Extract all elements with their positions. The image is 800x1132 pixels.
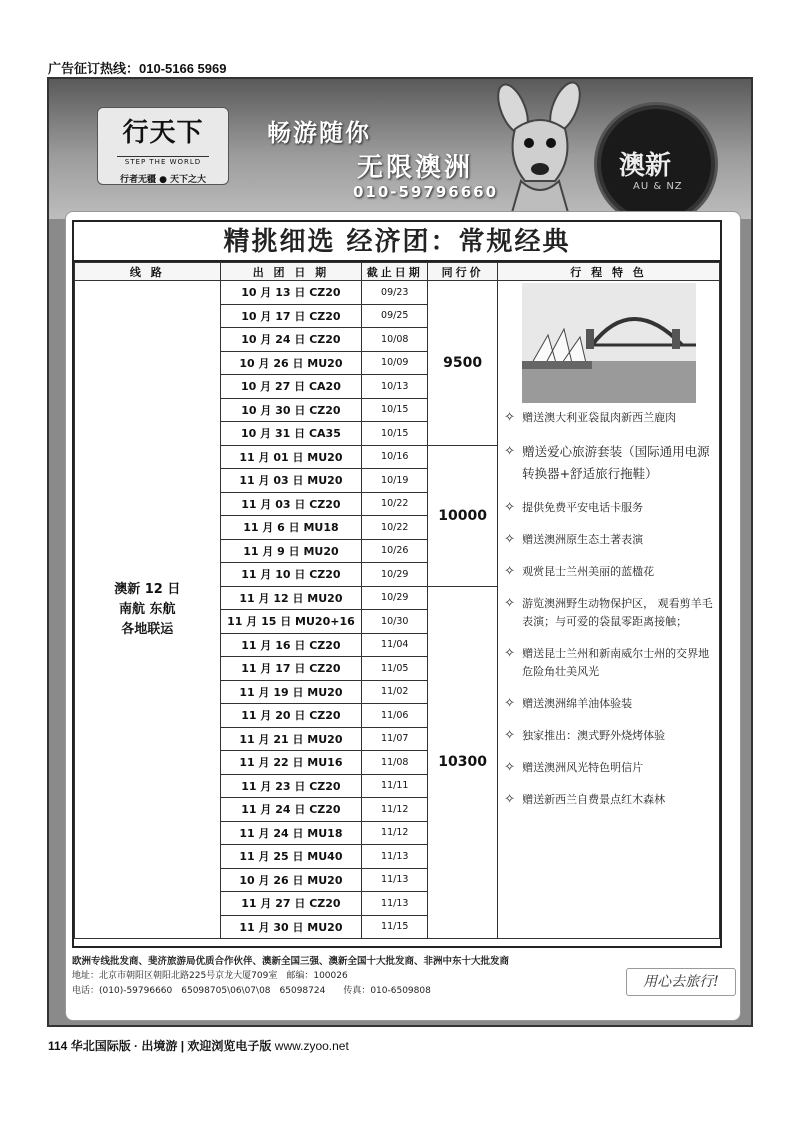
sparkle-icon: ✧ <box>504 564 515 579</box>
sparkle-icon: ✧ <box>504 410 515 425</box>
route-line: 澳新 12 日 <box>114 581 181 597</box>
departure-date: 11 月 25 日 MU40 <box>220 845 362 869</box>
logo-main-text: 行天下 <box>122 118 204 148</box>
header-route: 线 路 <box>75 263 221 281</box>
departure-date: 11 月 21 日 MU20 <box>220 727 362 751</box>
deadline-date: 10/22 <box>362 492 428 516</box>
header-deadline: 截止日期 <box>362 263 428 281</box>
deadline-date: 11/08 <box>362 751 428 775</box>
departure-date: 11 月 27 日 CZ20 <box>220 892 362 916</box>
feature-item <box>502 695 715 713</box>
sydney-opera-house-photo <box>522 283 696 403</box>
deadline-date: 10/15 <box>362 398 428 422</box>
departure-date: 11 月 20 日 CZ20 <box>220 704 362 728</box>
feature-text: 赠送新西兰自费景点红木森林 <box>522 793 666 806</box>
departure-date: 11 月 9 日 MU20 <box>220 539 362 563</box>
departure-date: 11 月 17 日 CZ20 <box>220 657 362 681</box>
tour-box <box>72 220 722 948</box>
price-cell: 9500 <box>428 281 498 446</box>
deadline-date: 10/15 <box>362 422 428 446</box>
departure-date: 11 月 03 日 CZ20 <box>220 492 362 516</box>
departure-date: 11 月 24 日 MU18 <box>220 821 362 845</box>
sparkle-icon: ✧ <box>504 696 515 711</box>
feature-text: 赠送昆士兰州和新南威尔士州的交界地危险角壮美风光 <box>522 647 710 678</box>
deadline-date: 10/19 <box>362 469 428 493</box>
feature-item <box>502 409 715 427</box>
seal-main-text: 澳新 <box>619 151 672 181</box>
deadline-date: 11/13 <box>362 892 428 916</box>
deadline-date: 11/12 <box>362 798 428 822</box>
feature-item <box>502 645 715 681</box>
sparkle-icon: ✧ <box>504 444 515 459</box>
departure-date: 11 月 24 日 CZ20 <box>220 798 362 822</box>
deadline-date: 09/25 <box>362 304 428 328</box>
feature-text: 观赏昆士兰州美丽的蓝楹花 <box>522 565 655 578</box>
deadline-date: 11/02 <box>362 680 428 704</box>
feature-text: 赠送澳洲原生态土著表演 <box>522 533 644 546</box>
deadline-date: 10/16 <box>362 445 428 469</box>
brand-logo <box>97 107 229 185</box>
sparkle-icon: ✧ <box>504 792 515 807</box>
au-nz-seal <box>597 105 715 223</box>
deadline-date: 10/13 <box>362 375 428 399</box>
departure-date: 11 月 16 日 CZ20 <box>220 633 362 657</box>
feature-text: 赠送澳洲绵羊油体验装 <box>522 697 633 710</box>
header-features: 行 程 特 色 <box>498 263 720 281</box>
price-cell: 10300 <box>428 586 498 939</box>
feature-item <box>502 441 715 485</box>
company-phone: 电话：(010)-59796660 65098705\06\07\08 65098724 传真：010-6509808 <box>72 986 431 996</box>
header-date: 出 团 日 期 <box>220 263 362 281</box>
feature-item <box>502 531 715 549</box>
content-panel <box>65 211 741 1021</box>
route-line: 南航 东航 <box>119 601 176 617</box>
ad-hotline: 广告征订热线：010-5166 5969 <box>48 61 227 76</box>
deadline-date: 10/26 <box>362 539 428 563</box>
footer-separator: | <box>180 1039 185 1053</box>
departure-date: 11 月 22 日 MU16 <box>220 751 362 775</box>
departure-date: 11 月 01 日 MU20 <box>220 445 362 469</box>
deadline-date: 10/29 <box>362 586 428 610</box>
deadline-date: 09/23 <box>362 281 428 305</box>
deadline-date: 11/05 <box>362 657 428 681</box>
departure-date: 11 月 23 日 CZ20 <box>220 774 362 798</box>
departure-date: 11 月 03 日 MU20 <box>220 469 362 493</box>
departure-date: 10 月 27 日 CA20 <box>220 375 362 399</box>
table-body <box>75 281 720 939</box>
feature-text: 独家推出：澳式野外烧烤体验 <box>522 729 666 742</box>
route-cell <box>75 281 221 939</box>
deadline-date: 11/13 <box>362 868 428 892</box>
sparkle-icon: ✧ <box>504 728 515 743</box>
tour-table <box>74 262 720 939</box>
kangaroo-icon <box>485 81 595 216</box>
features-cell <box>498 281 720 939</box>
feature-text: 赠送澳大利亚袋鼠肉新西兰鹿肉 <box>522 411 677 424</box>
deadline-date: 10/30 <box>362 610 428 634</box>
seal-sub-text: AU & NZ <box>633 181 683 192</box>
feature-item <box>502 791 715 809</box>
banner <box>49 79 751 219</box>
departure-date: 10 月 26 日 MU20 <box>220 868 362 892</box>
advertisement-frame <box>47 77 753 1027</box>
slogan-line2: 无限澳洲 <box>357 153 474 183</box>
header-price: 同行价 <box>428 263 498 281</box>
feature-item <box>502 499 715 517</box>
feature-text: 提供免费平安电话卡服务 <box>522 501 644 514</box>
departure-date: 11 月 15 日 MU20+16 <box>220 610 362 634</box>
feature-text: 游览澳洲野生动物保护区， 观看剪羊毛表演；与可爱的袋鼠零距离接触； <box>522 597 713 628</box>
departure-date: 11 月 12 日 MU20 <box>220 586 362 610</box>
price-cell: 10000 <box>428 445 498 586</box>
deadline-date: 10/09 <box>362 351 428 375</box>
departure-date: 10 月 30 日 CZ20 <box>220 398 362 422</box>
deadline-date: 11/04 <box>362 633 428 657</box>
departure-date: 10 月 24 日 CZ20 <box>220 328 362 352</box>
feature-item <box>502 759 715 777</box>
deadline-date: 11/07 <box>362 727 428 751</box>
deadline-date: 11/12 <box>362 821 428 845</box>
deadline-date: 11/15 <box>362 915 428 939</box>
sparkle-icon: ✧ <box>504 760 515 775</box>
departure-date: 10 月 17 日 CZ20 <box>220 304 362 328</box>
feature-item <box>502 727 715 745</box>
sparkle-icon: ✧ <box>504 646 515 661</box>
deadline-date: 10/08 <box>362 328 428 352</box>
departure-date: 11 月 19 日 MU20 <box>220 680 362 704</box>
company-address: 地址：北京市朝阳区朝阳北路225号京龙大厦709室 邮编：100026 <box>72 971 348 981</box>
section-title: 精挑细选 经济团：常规经典 <box>74 222 720 262</box>
sparkle-icon: ✧ <box>504 532 515 547</box>
feature-item <box>502 563 715 581</box>
departure-date: 11 月 6 日 MU18 <box>220 516 362 540</box>
departure-date: 10 月 26 日 MU20 <box>220 351 362 375</box>
slogan-line1: 畅游随你 <box>267 118 371 147</box>
footer-slogan: 欢迎浏览电子版 <box>187 1039 272 1053</box>
edition-name: 华北国际版 · 出境游 <box>70 1039 178 1053</box>
deadline-date: 10/22 <box>362 516 428 540</box>
table-row <box>75 281 720 305</box>
logo-tagline: 行者无疆 ● 天下之大 <box>119 175 207 185</box>
sparkle-icon: ✧ <box>504 500 515 515</box>
feature-text: 赠送爱心旅游套装（国际通用电源转换器+舒适旅行拖鞋） <box>522 444 710 481</box>
sparkle-icon: ✧ <box>504 596 515 611</box>
page-number: 114 <box>48 1039 68 1053</box>
deadline-date: 10/29 <box>362 563 428 587</box>
departure-date: 10 月 31 日 CA35 <box>220 422 362 446</box>
company-credentials: 欧洲专线批发商、斐济旅游局优质合作伙伴、澳新全国三强、澳新全国十大批发商、非洲中东十大批发商 <box>72 956 510 967</box>
page-footer <box>48 1037 349 1054</box>
table-header-row <box>75 263 720 281</box>
logo-sub-text: STEP THE WORLD <box>117 156 209 166</box>
departure-date: 10 月 13 日 CZ20 <box>220 281 362 305</box>
feature-item <box>502 595 715 631</box>
feature-text: 赠送澳洲风光特色明信片 <box>522 761 644 774</box>
signature-slogan: 用心去旅行! <box>626 968 736 996</box>
route-line: 各地联运 <box>121 621 174 637</box>
deadline-date: 11/11 <box>362 774 428 798</box>
website-link[interactable]: www.zyoo.net <box>274 1039 349 1053</box>
departure-date: 11 月 10 日 CZ20 <box>220 563 362 587</box>
deadline-date: 11/06 <box>362 704 428 728</box>
banner-phone: 010-59796660 <box>353 183 499 201</box>
deadline-date: 11/13 <box>362 845 428 869</box>
departure-date: 11 月 30 日 MU20 <box>220 915 362 939</box>
